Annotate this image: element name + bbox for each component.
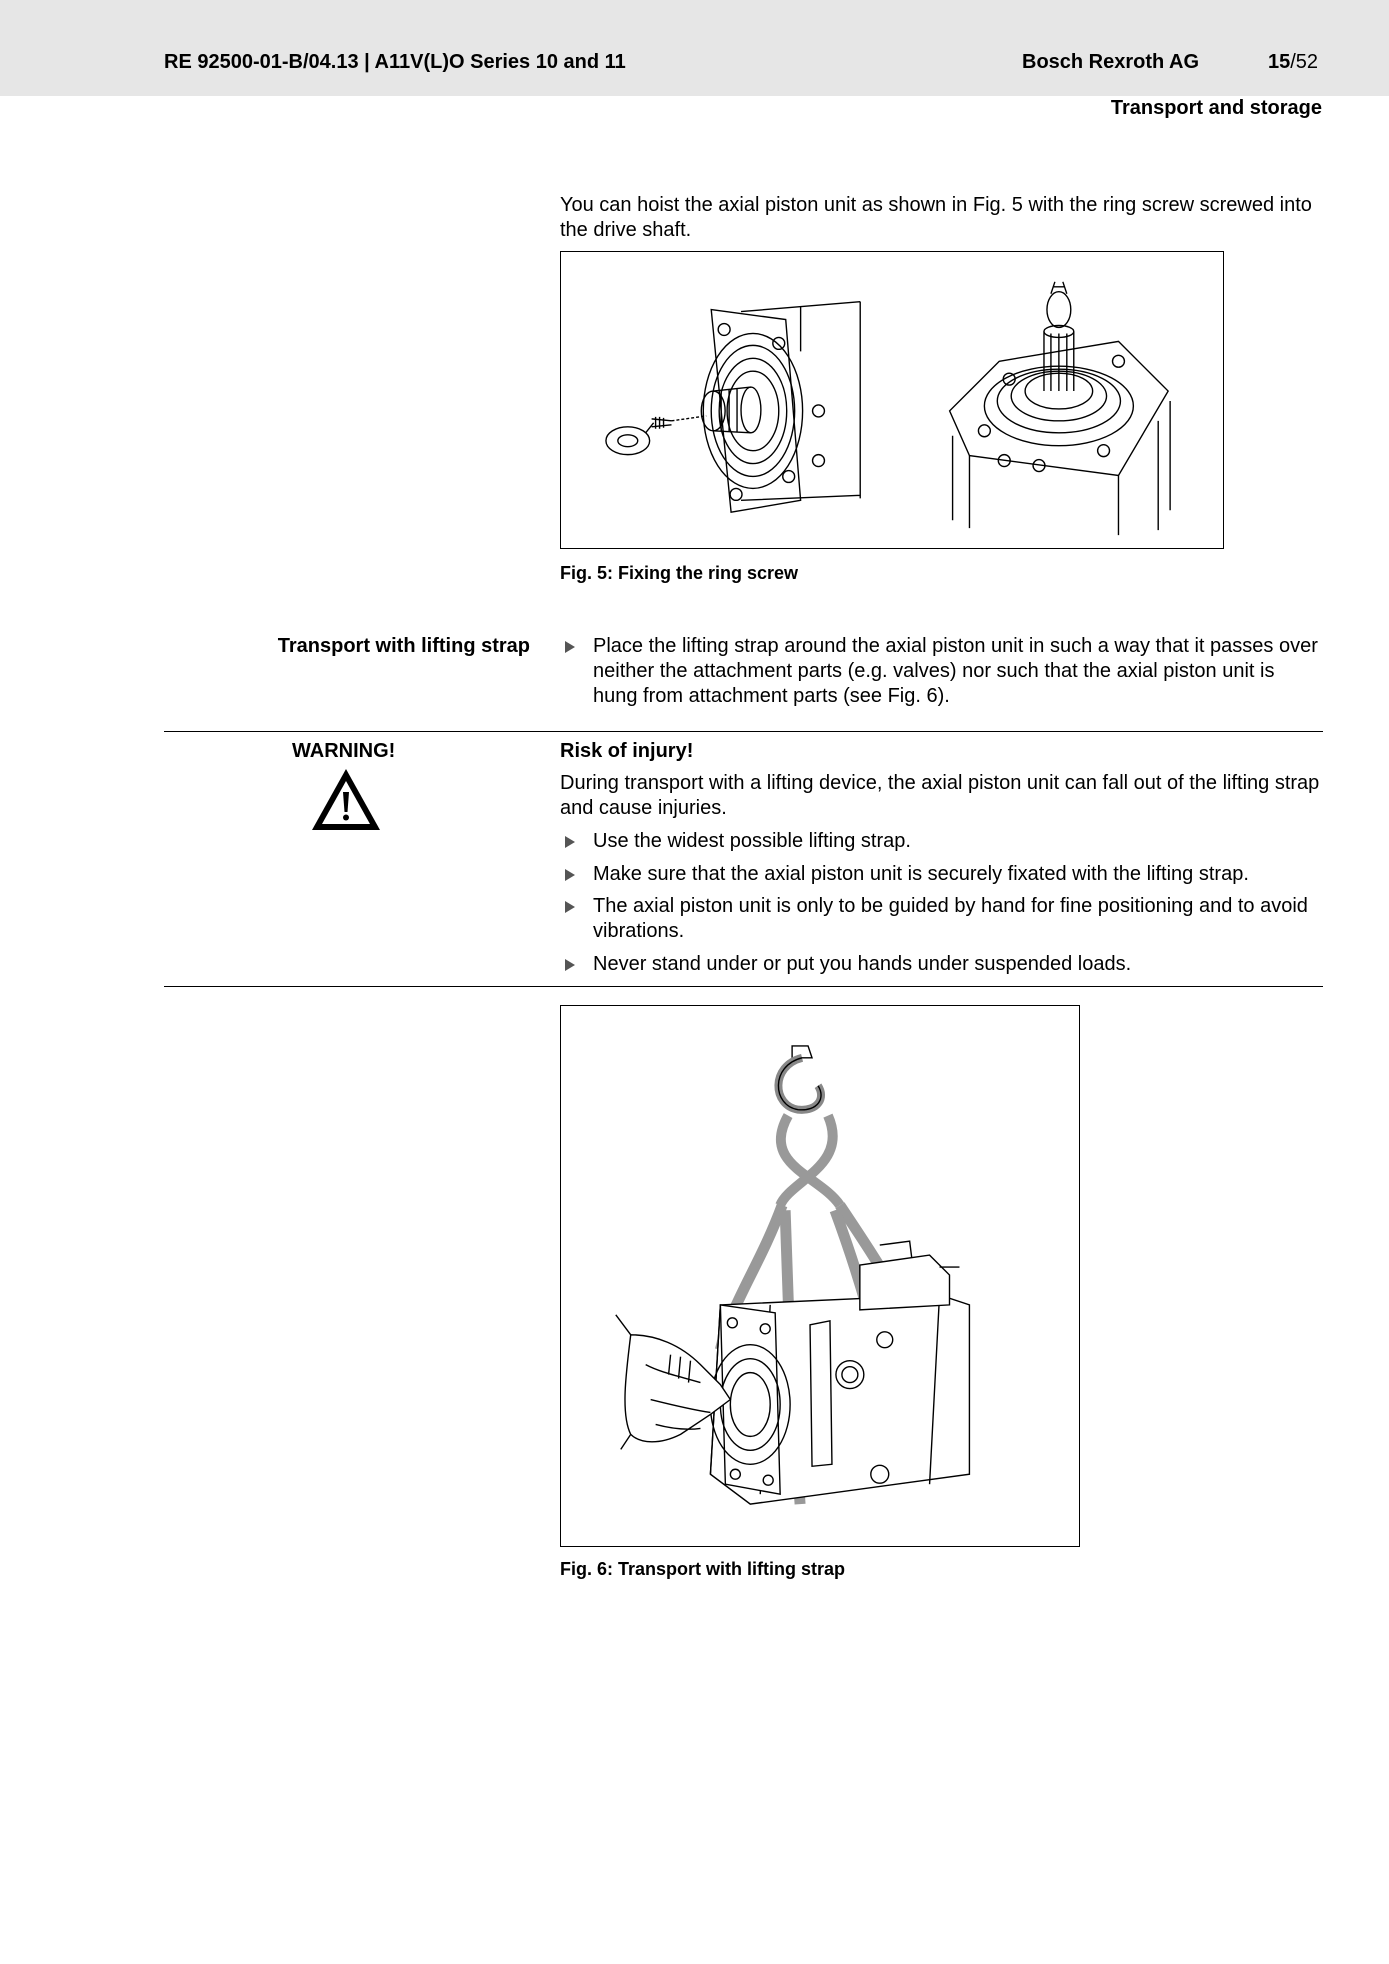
ring-screw-illustration — [561, 252, 1223, 548]
warning-bullet — [560, 862, 1320, 887]
warning-top-rule — [164, 731, 1323, 732]
page-total: /52 — [1290, 51, 1319, 73]
bullet-arrow-icon — [565, 836, 575, 848]
page-header — [0, 0, 1389, 96]
figure-6-caption: Fig. 6: Transport with lifting strap — [560, 1559, 846, 1579]
section-title: Transport and storage — [1110, 97, 1322, 119]
bullet-text: Place the lifting strap around the axial piston unit in such a way that it passes over neither the attachment parts (e.g. valves) nor such that the axial piston unit is hung from attachment parts (see Fig. 6). — [593, 635, 1318, 707]
bullet-text: Make sure that the axial piston unit is securely fixated with the lifting strap. — [593, 863, 1249, 885]
document-reference: RE 92500-01-B/04.13 | A11V(L)O Series 10 and 11 — [164, 51, 626, 73]
bullet-arrow-icon — [565, 901, 575, 913]
bullet-arrow-icon — [565, 959, 575, 971]
intro-paragraph: You can hoist the axial piston unit as shown in Fig. 5 with the ring screw screwed into the drive shaft. — [560, 194, 1312, 241]
warning-description: During transport with a lifting device, the axial piston unit can fall out of the lifting strap and cause injuries. — [560, 772, 1320, 819]
warning-bullet — [560, 952, 1320, 977]
bullet-arrow-icon — [565, 869, 575, 881]
figure-5-ring-screw — [560, 251, 1224, 549]
page-current: 15 — [1268, 51, 1291, 73]
company-name: Bosch Rexroth AG — [1022, 51, 1200, 73]
page-number — [1268, 50, 1318, 74]
margin-heading-lifting-strap: Transport with lifting strap — [277, 635, 530, 657]
lifting-strap-instruction — [560, 634, 1320, 709]
bullet-text: Use the widest possible lifting strap. — [593, 830, 911, 852]
warning-label: WARNING! — [292, 740, 396, 762]
figure-5-caption: Fig. 5: Fixing the ring screw — [560, 563, 799, 583]
bullet-arrow-icon — [565, 641, 575, 653]
warning-bottom-rule — [164, 986, 1323, 987]
bullet-text: The axial piston unit is only to be guided by hand for fine positioning and to avoid vibrations. — [593, 895, 1308, 942]
figure-6-lifting-strap — [560, 1005, 1080, 1547]
warning-title: Risk of injury! — [560, 740, 694, 762]
bullet-text: Never stand under or put you hands under suspended loads. — [593, 953, 1132, 975]
warning-bullet — [560, 894, 1320, 944]
warning-triangle-icon — [309, 766, 383, 834]
lifting-strap-illustration — [561, 1006, 1079, 1546]
warning-bullet — [560, 829, 1320, 854]
